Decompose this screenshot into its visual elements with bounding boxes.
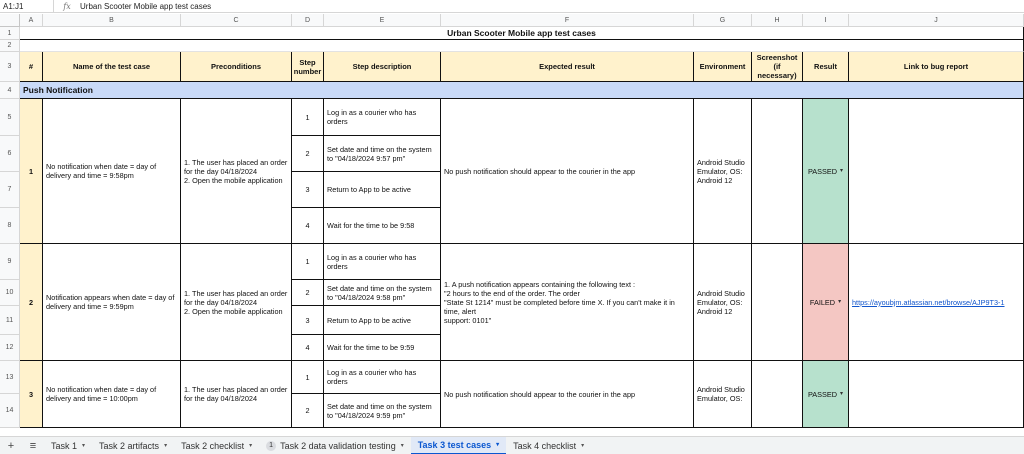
- bug-report-link-cell[interactable]: [849, 244, 1024, 361]
- expected-result-line: 1. A push notification appears containing the following text :: [444, 279, 636, 289]
- header-step-number[interactable]: Step number: [292, 52, 324, 82]
- column-header-g[interactable]: G: [694, 14, 752, 27]
- sheet-tab-task-2-artifacts[interactable]: [92, 437, 174, 454]
- row-header-10[interactable]: 10: [0, 280, 20, 306]
- fx-icon: fx: [63, 1, 71, 11]
- precondition-line: 2. Open the mobile application: [184, 175, 283, 185]
- row-header-3[interactable]: 3: [0, 52, 20, 82]
- screenshot-cell[interactable]: [752, 244, 803, 361]
- column-header-i[interactable]: I: [803, 14, 849, 27]
- step-number[interactable]: 2: [292, 394, 324, 428]
- sheet-tab-label: Task 2 checklist: [181, 440, 245, 451]
- expected-result[interactable]: No push notification should appear to the courier in the app: [441, 99, 694, 244]
- sheet-tab-label: Task 2 data validation testing: [280, 440, 396, 451]
- chevron-down-icon[interactable]: ▾: [82, 443, 86, 449]
- header-name[interactable]: Name of the test case: [43, 52, 181, 82]
- step-description[interactable]: Log in as a courier who has orders: [324, 99, 441, 136]
- column-header-h[interactable]: H: [752, 14, 803, 27]
- bug-report-link-cell[interactable]: [849, 361, 1024, 428]
- expected-result-line: support: 0101": [444, 315, 492, 325]
- bug-report-link-cell[interactable]: [849, 99, 1024, 244]
- result-value: PASSED: [807, 389, 838, 399]
- row-header-8[interactable]: 8: [0, 208, 20, 244]
- select-all-corner[interactable]: [0, 14, 20, 27]
- result-dropdown[interactable]: [803, 99, 849, 244]
- dropdown-caret-icon[interactable]: ▾: [838, 298, 842, 305]
- sheet-tab-label: Task 1: [51, 440, 78, 451]
- row-header-6[interactable]: 6: [0, 136, 20, 172]
- environment[interactable]: Android Studio Emulator, OS:: [694, 361, 752, 428]
- expected-result-line: "2 hours to the end of the order. The order: [444, 288, 580, 298]
- screenshot-cell[interactable]: [752, 99, 803, 244]
- row-header-14[interactable]: 14: [0, 394, 20, 428]
- column-header-d[interactable]: D: [292, 14, 324, 27]
- row-header-2[interactable]: 2: [0, 40, 20, 52]
- expected-result[interactable]: No push notification should appear to the courier in the app: [441, 361, 694, 428]
- chevron-down-icon[interactable]: ▾: [400, 443, 404, 449]
- result-dropdown[interactable]: [803, 244, 849, 361]
- chevron-down-icon[interactable]: ▾: [581, 443, 585, 449]
- row-header-1[interactable]: 1: [0, 27, 20, 40]
- chevron-down-icon[interactable]: ▾: [164, 443, 168, 449]
- step-number[interactable]: 3: [292, 306, 324, 335]
- test-case-name[interactable]: No notification when date = day of delivery and time = 9:58pm: [43, 99, 181, 244]
- formula-input[interactable]: Urban Scooter Mobile app test cases: [80, 1, 212, 11]
- header-screenshot[interactable]: Screenshot (if necessary): [752, 52, 803, 82]
- chevron-down-icon[interactable]: ▾: [496, 442, 500, 448]
- header-step-description[interactable]: Step description: [324, 52, 441, 82]
- row-header-4[interactable]: 4: [0, 82, 20, 99]
- step-description[interactable]: Log in as a courier who has orders: [324, 361, 441, 394]
- result-dropdown[interactable]: [803, 361, 849, 428]
- step-description[interactable]: Set date and time on the system to "04/18/2024 9:59 pm": [324, 394, 441, 428]
- header-preconditions[interactable]: Preconditions: [181, 52, 292, 82]
- test-case-preconditions[interactable]: [181, 361, 292, 428]
- sheet-tab-task-2-data-validation-testing[interactable]: [259, 437, 411, 454]
- sheet-tab-label: Task 3 test cases: [417, 439, 492, 450]
- section-push-notification[interactable]: Push Notification: [20, 82, 1024, 99]
- name-box[interactable]: A1:J1: [0, 0, 54, 13]
- precondition-line: 1. The user has placed an order for the day 04/18/2024: [184, 385, 288, 403]
- column-header-b[interactable]: B: [43, 14, 181, 27]
- step-number[interactable]: 2: [292, 136, 324, 172]
- result-value: PASSED: [807, 166, 838, 176]
- column-header-f[interactable]: F: [441, 14, 694, 27]
- column-header-a[interactable]: A: [20, 14, 43, 27]
- step-number[interactable]: 2: [292, 280, 324, 306]
- dropdown-caret-icon[interactable]: ▾: [840, 167, 844, 174]
- row-header-11[interactable]: 11: [0, 306, 20, 335]
- chevron-down-icon[interactable]: ▾: [249, 443, 253, 449]
- formula-bar: [0, 0, 1024, 13]
- test-case-number[interactable]: 2: [20, 244, 43, 361]
- test-case-preconditions[interactable]: [181, 244, 292, 361]
- sheet-tab-task-4-checklist[interactable]: [506, 437, 591, 454]
- all-sheets-menu-icon[interactable]: ≡: [29, 439, 37, 452]
- environment[interactable]: Android Studio Emulator, OS: Android 12: [694, 244, 752, 361]
- step-description[interactable]: Return to App to be active: [324, 306, 441, 335]
- environment[interactable]: Android Studio Emulator, OS: Android 12: [694, 99, 752, 244]
- header-result[interactable]: Result: [803, 52, 849, 82]
- test-case-number[interactable]: 1: [20, 99, 43, 244]
- column-header-c[interactable]: C: [181, 14, 292, 27]
- empty-row[interactable]: [20, 40, 1024, 52]
- step-description[interactable]: Wait for the time to be 9:59: [324, 335, 441, 361]
- step-description[interactable]: Set date and time on the system to "04/18/2024 9:58 pm": [324, 280, 441, 306]
- step-description[interactable]: Log in as a courier who has orders: [324, 244, 441, 280]
- sheet-tab-task-2-checklist[interactable]: [174, 437, 259, 454]
- test-case-preconditions[interactable]: [181, 99, 292, 244]
- header-num[interactable]: #: [20, 52, 43, 82]
- row-header-5[interactable]: 5: [0, 99, 20, 136]
- test-case-name[interactable]: No notification when date = day of delivery and time = 10:00pm: [43, 361, 181, 428]
- test-case-number[interactable]: 3: [20, 361, 43, 428]
- row-header-9[interactable]: 9: [0, 244, 20, 280]
- precondition-line: 2. Open the mobile application: [184, 306, 283, 316]
- row-header-7[interactable]: 7: [0, 172, 20, 208]
- sheet-tab-task-3-test-cases[interactable]: [411, 437, 506, 454]
- expected-result[interactable]: [441, 244, 694, 361]
- step-number[interactable]: 1: [292, 244, 324, 280]
- column-header-j[interactable]: J: [849, 14, 1024, 27]
- sheet-tab-bar: [0, 436, 1024, 454]
- row-header-13[interactable]: 13: [0, 361, 20, 394]
- step-description[interactable]: Wait for the time to be 9:58: [324, 208, 441, 244]
- tab-notification-badge: 1: [266, 441, 276, 451]
- dropdown-caret-icon[interactable]: ▾: [840, 390, 844, 397]
- result-value: FAILED: [809, 297, 836, 307]
- precondition-line: 1. The user has placed an order for the day 04/18/2024: [184, 288, 288, 307]
- sheet-tab-label: Task 2 artifacts: [99, 440, 160, 451]
- test-case-name[interactable]: Notification appears when date = day of delivery and time = 9:59pm: [43, 244, 181, 361]
- bug-report-link[interactable]: https://ayoubjm.atlassian.net/browse/AJP9T3-1: [852, 297, 1005, 307]
- header-environment[interactable]: Environment: [694, 52, 752, 82]
- header-link[interactable]: Link to bug report: [849, 52, 1024, 82]
- sheet-tab-task-1[interactable]: [44, 437, 92, 454]
- step-description[interactable]: Set date and time on the system to "04/18/2024 9:57 pm": [324, 136, 441, 172]
- step-number[interactable]: 1: [292, 361, 324, 394]
- step-description[interactable]: Return to App to be active: [324, 172, 441, 208]
- precondition-line: 1. The user has placed an order for the day 04/18/2024: [184, 157, 288, 176]
- screenshot-cell[interactable]: [752, 361, 803, 428]
- step-number[interactable]: 1: [292, 99, 324, 136]
- step-number[interactable]: 3: [292, 172, 324, 208]
- step-number[interactable]: 4: [292, 208, 324, 244]
- column-header-e[interactable]: E: [324, 14, 441, 27]
- add-sheet-icon[interactable]: +: [7, 439, 15, 452]
- row-header-12[interactable]: 12: [0, 335, 20, 361]
- expected-result-line: "State St 1214" must be completed before time X. If you can't make it in time, alert: [444, 297, 675, 316]
- sheet-tab-label: Task 4 checklist: [513, 440, 577, 451]
- sheet-title[interactable]: Urban Scooter Mobile app test cases: [20, 27, 1024, 40]
- step-number[interactable]: 4: [292, 335, 324, 361]
- header-expected[interactable]: Expected result: [441, 52, 694, 82]
